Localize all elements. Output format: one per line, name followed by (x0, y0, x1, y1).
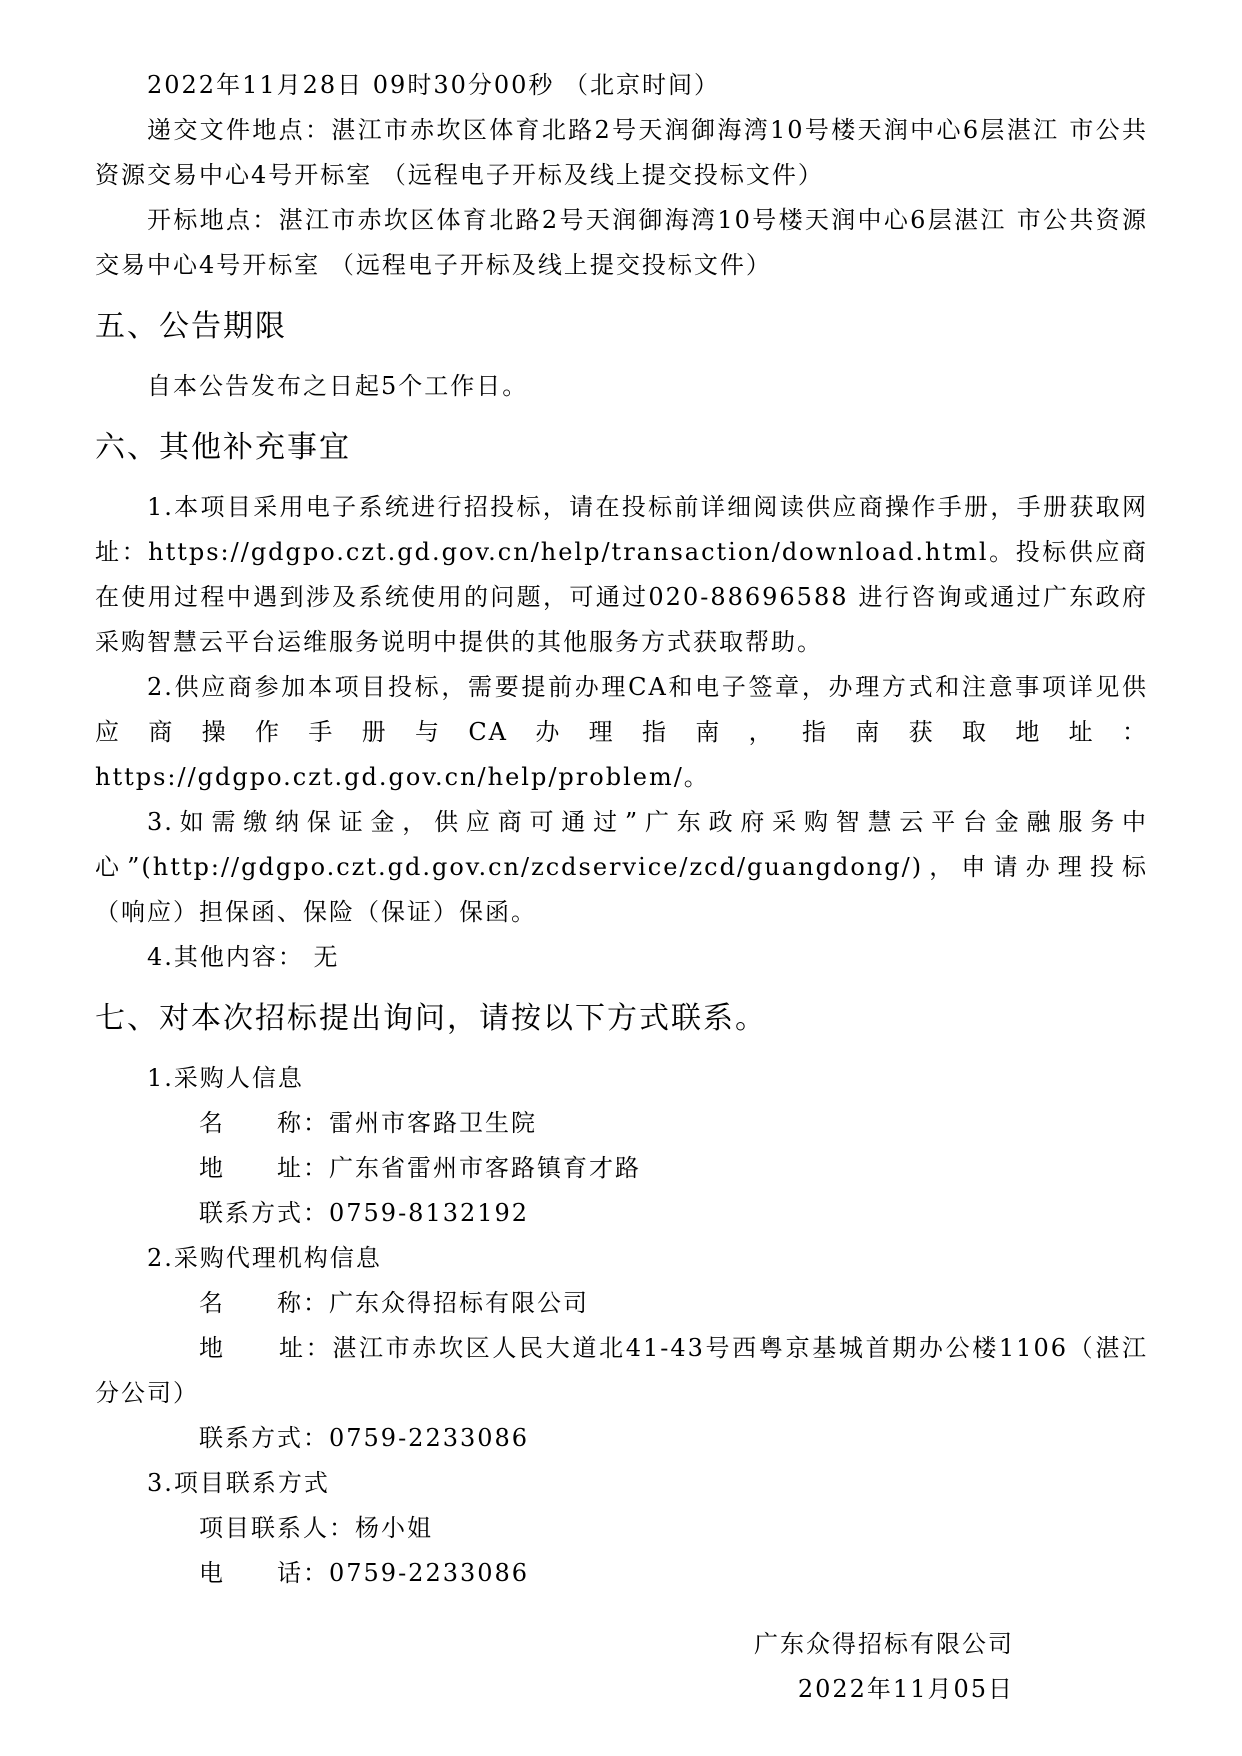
section6-item-3: 3.如需缴纳保证金，供应商可通过”广东政府采购智慧云平台金融服务中心”(http://gdgpo.czt.gd.gov.cn/zcdservice/zcd/guangdong/)，申请办理投标（响应）担保函、保险（保证）保函。 (95, 808, 1148, 926)
section7-heading: 七、对本次招标提出询问，请按以下方式联系。 (95, 1001, 767, 1036)
agency-name: 名 称：广东众得招标有限公司 (199, 1289, 589, 1317)
project-phone: 电 话：0759-2233086 (199, 1559, 530, 1587)
agency-info-title: 2.采购代理机构信息 (147, 1244, 382, 1272)
signature-block (95, 1622, 1148, 1712)
purchaser-address: 地 址：广东省雷州市客路镇育才路 (199, 1154, 641, 1182)
agency-contact: 联系方式：0759-2233086 (199, 1424, 530, 1452)
purchaser-info-title: 1.采购人信息 (147, 1064, 304, 1092)
section5-content: 自本公告发布之日起5个工作日。 (147, 372, 529, 400)
bid-opening-datetime: 2022年11月28日 09时30分00秒 （北京时间） (147, 71, 721, 99)
project-contact-person: 项目联系人：杨小姐 (199, 1514, 433, 1542)
signature-company: 广东众得招标有限公司 (754, 1630, 1014, 1658)
purchaser-contact: 联系方式：0759-8132192 (199, 1199, 530, 1227)
section5-heading: 五、公告期限 (95, 309, 287, 344)
section6-item-2: 2.供应商参加本项目投标，需要提前办理CA和电子签章，办理方式和注意事项详见供应商操作手册与CA办理指南，指南获取地址：https://gdgpo.czt.gd.gov.cn/help/problem/。 (95, 673, 1148, 791)
project-contact-title: 3.项目联系方式 (147, 1469, 330, 1497)
submission-location: 递交文件地点：湛江市赤坎区体育北路2号天润御海湾10号楼天润中心6层湛江 市公共资源交易中心4号开标室 （远程电子开标及线上提交投标文件） (95, 116, 1148, 189)
signature-date: 2022年11月05日 (797, 1675, 1014, 1703)
purchaser-name: 名 称：雷州市客路卫生院 (199, 1109, 537, 1137)
section6-item-1: 1.本项目采用电子系统进行招投标，请在投标前详细阅读供应商操作手册，手册获取网址：https://gdgpo.czt.gd.gov.cn/help/transaction/download.html。投标供应商在使用过程中遇到涉及系统使用的问题，可通过020-88696588 进行咨询或通过广东政府采购智慧云平台运维服务说明中提供的其他服务方式获取帮助。 (95, 493, 1148, 656)
section6-item-4: 4.其他内容： 无 (147, 943, 340, 971)
opening-location: 开标地点：湛江市赤坎区体育北路2号天润御海湾10号楼天润中心6层湛江 市公共资源交易中心4号开标室 （远程电子开标及线上提交投标文件） (95, 206, 1148, 279)
section6-heading: 六、其他补充事宜 (95, 430, 351, 465)
agency-address: 地 址：湛江市赤坎区人民大道北41-43号西粤京基城首期办公楼1106（湛江分公司） (95, 1334, 1148, 1407)
